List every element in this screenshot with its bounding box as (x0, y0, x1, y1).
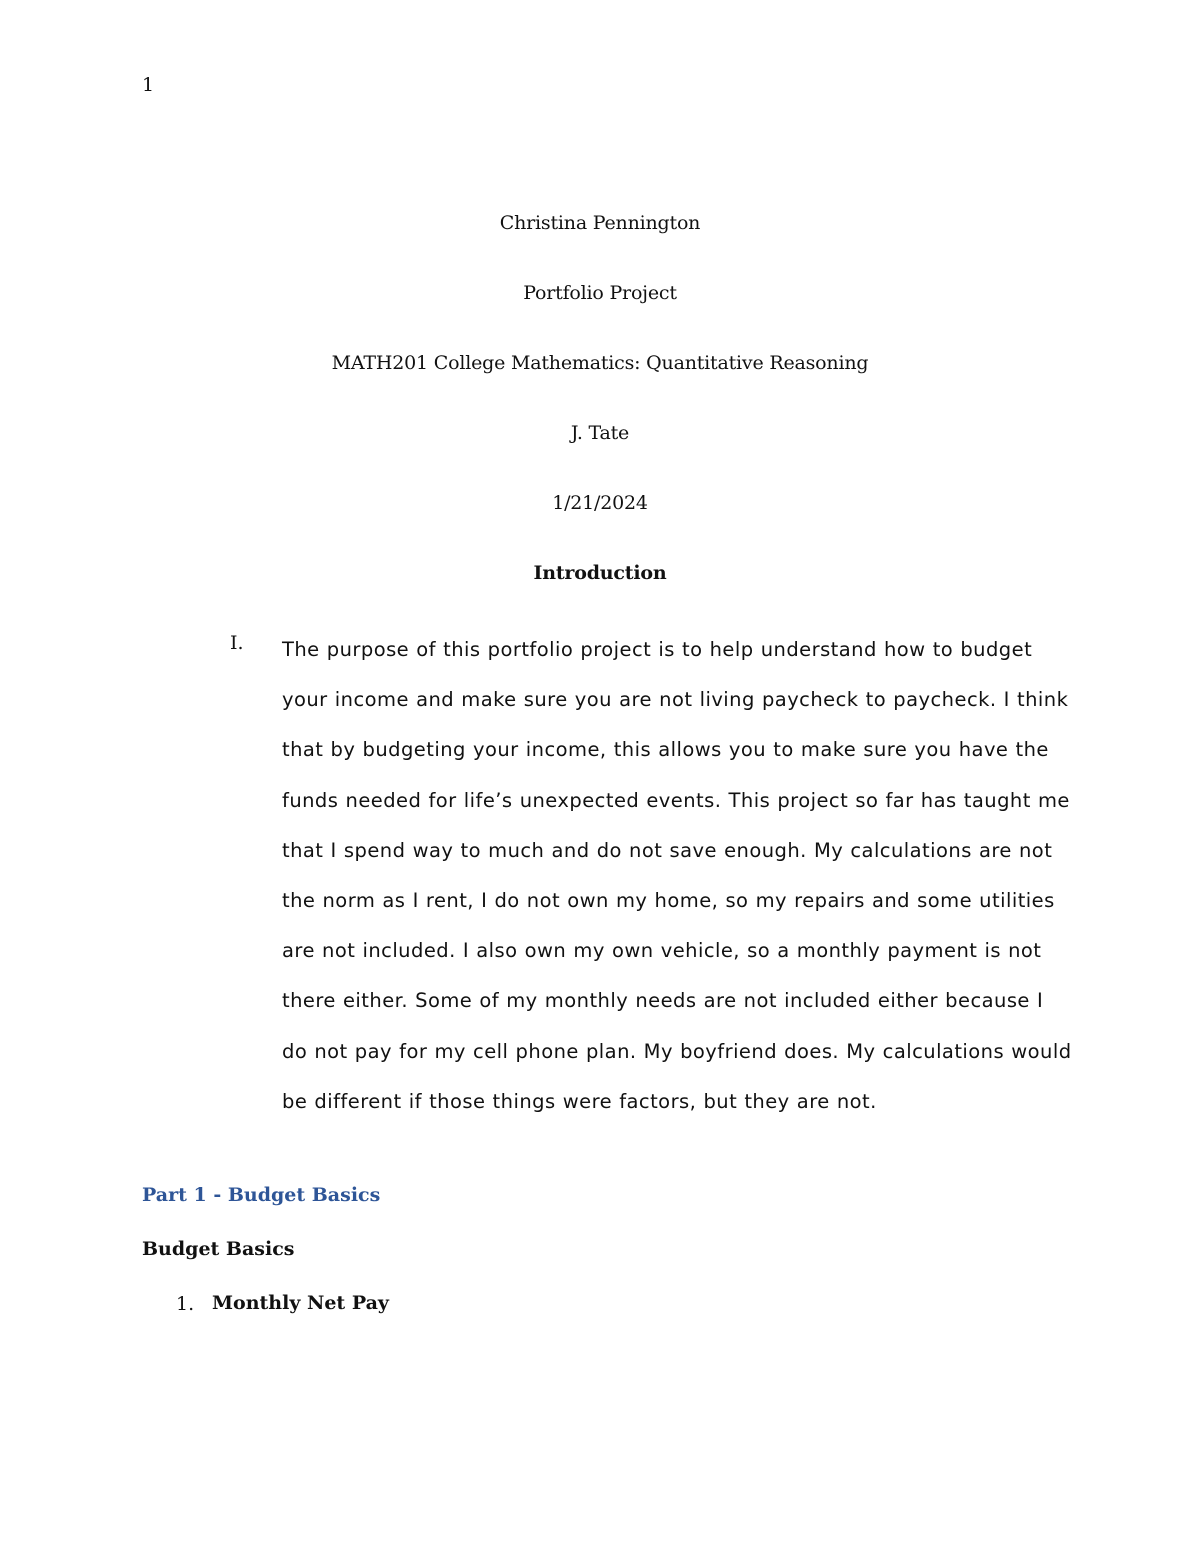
part1-heading: Part 1 - Budget Basics (142, 1184, 381, 1206)
instructor-name: J. Tate (570, 422, 630, 444)
submission-date: 1/21/2024 (552, 492, 648, 514)
page-number: 1 (142, 74, 155, 96)
course-title: MATH201 College Mathematics: Quantitative Reasoning (331, 352, 869, 374)
numbered-list-item: Monthly Net Pay (212, 1292, 389, 1314)
numbered-list-marker: 1. (176, 1293, 195, 1315)
introduction-paragraph: The purpose of this portfolio project is to help understand how to budget your income and make sure you are not living paycheck to paycheck. I think that by budgeting your income, this allows you to make sure you have the funds needed for life’s unexpected events. This project so far has taught me that I spend way to much and do not save enough. My calculations are not the norm as I rent, I do not own my home, so my repairs and some utilities are not included. I also own my own vehicle, so a monthly payment is not there either. Some of my monthly needs are not included either because I do not pay for my cell phone plan. My boyfriend does. My calculations would be different if those things were factors, but they are not. (282, 638, 1072, 1113)
author-name: Christina Pennington (499, 212, 701, 234)
roman-list-marker: I. (230, 632, 244, 654)
budget-basics-subheading: Budget Basics (142, 1238, 295, 1260)
assignment-title: Portfolio Project (523, 282, 677, 304)
introduction-heading: Introduction (533, 562, 667, 584)
